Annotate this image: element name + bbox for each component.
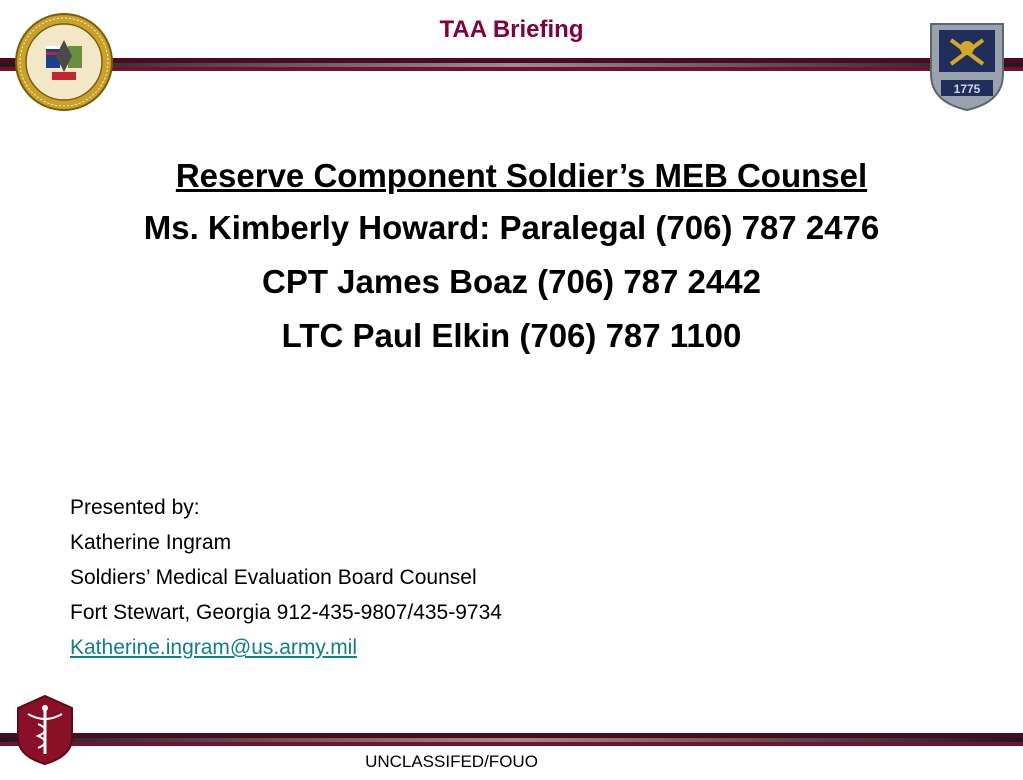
jag-crest-icon (925, 18, 1009, 112)
crest-year-text: 1775 (953, 82, 981, 96)
army-seal-icon (14, 12, 114, 112)
presenter-email-link[interactable]: Katherine.ingram@us.army.mil (70, 636, 358, 659)
presenter-location: Fort Stewart, Georgia 912-435-9807/435-9734 (70, 601, 502, 624)
contact-line-paralegal: Ms. Kimberly Howard: Paralegal (706) 787 2476 (143, 209, 880, 246)
counsel-contacts (0, 157, 1023, 371)
presenter-label: Presented by: (70, 496, 200, 519)
presenter-title: Soldiers’ Medical Evaluation Board Counsel (70, 566, 477, 589)
slide-header-title: TAA Briefing (439, 16, 584, 43)
footer-divider-band (0, 733, 1023, 749)
classification-label: UNCLASSIFED/FOUO (365, 752, 538, 771)
contact-line-elkin: LTC Paul Elkin (706) 787 1100 (281, 317, 742, 354)
page-title: Reserve Component Soldier’s MEB Counsel (175, 157, 868, 194)
contact-line-boaz: CPT James Boaz (706) 787 2442 (262, 263, 761, 300)
header-divider-band (0, 58, 1023, 74)
presenter-name: Katherine Ingram (70, 531, 232, 554)
classification-footer (0, 752, 1023, 772)
presenter-block (70, 490, 502, 665)
